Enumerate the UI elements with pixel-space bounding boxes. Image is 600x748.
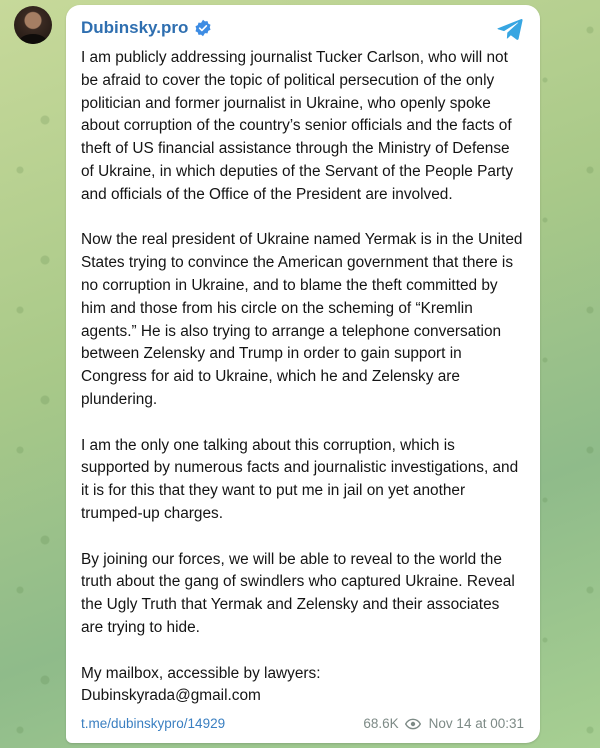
verified-badge-icon <box>194 19 212 37</box>
channel-avatar[interactable] <box>14 6 52 44</box>
telegram-share-icon[interactable] <box>496 15 524 43</box>
message-header <box>81 15 524 41</box>
avatar-figure <box>19 34 47 44</box>
eye-icon <box>405 718 421 730</box>
mailbox-line: My mailbox, accessible by lawyers: <box>81 664 321 682</box>
message-paragraph-2: Now the real president of Ukraine named Yermak is in the United States trying to convince the American government that there is no corruption in Ukraine, and to blame the theft committed by him and those from his circle on the scheming of “Kremlin agents.” He is also trying to arrange a telephone conversation between Zelensky and Trump in order to gain support in Congress for aid to Ukraine, which he and Zelensky are plundering. <box>81 231 523 408</box>
message-paragraph-5 <box>81 663 524 709</box>
message-date: Nov 14 at 00:31 <box>428 716 524 731</box>
view-count: 68.6K <box>363 716 399 731</box>
message-meta <box>363 716 526 731</box>
message-paragraph-3: I am the only one talking about this corruption, which is supported by numerous facts and journalistic investigations, and it is for this that they want to put me in jail on yet another trumped-up charges. <box>81 436 519 522</box>
post-link[interactable]: t.me/dubinskypro/14929 <box>81 716 226 731</box>
message-paragraph-4: By joining our forces, we will be able to reveal to the world the truth about the gang of swindlers who captured Ukraine. Reveal the Ugly Truth that Yermak and Zelensky and their associates are trying to hide. <box>81 550 515 636</box>
channel-name[interactable]: Dubinsky.pro <box>81 18 189 37</box>
email-text: Dubinskyrada@gmail.com <box>81 687 261 705</box>
message-bubble <box>66 5 540 743</box>
message-footer <box>81 716 526 731</box>
message-text <box>81 47 524 708</box>
message-paragraph-1: I am publicly addressing journalist Tucker Carlson, who will not be afraid to cover the topic of political persecution of the only politician and former journalist in Ukraine, who openly spoke about corruption of the country’s senior officials and the facts of theft of US financial assistance through the Ministry of Defense of Ukraine, in which deputies of the Servant of the People Party and officials of the Office of the President are involved. <box>81 49 514 203</box>
